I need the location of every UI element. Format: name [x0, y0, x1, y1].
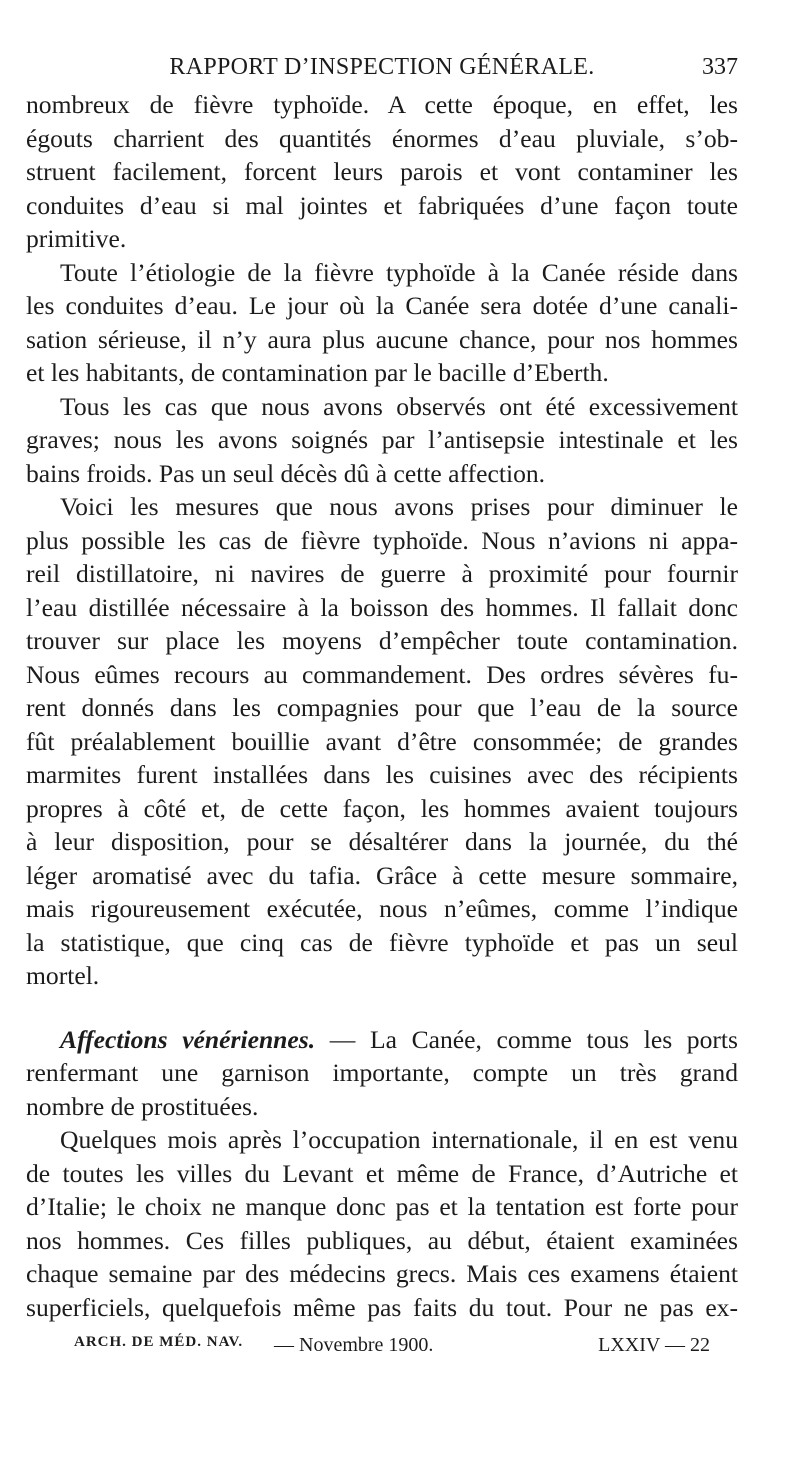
text-line: Tous les cas que nous avons observés ont été excessivement: [60, 391, 738, 421]
text-line: d’Italie; le choix ne manque donc pas et la tentation est forte pour: [26, 1192, 738, 1221]
text-line: rent donnés dans les compagnies pour que l’eau de la source: [26, 693, 738, 722]
text-line: la statistique, que cinq cas de fièvre typhoïde et pas un seul: [26, 927, 738, 957]
text-line: les conduites d’eau. Le jour où la Canée sera dotée d’une canali-: [26, 291, 738, 320]
text-line: conduites d’eau si mal jointes et fabriquées d’une façon toute: [26, 190, 738, 220]
text-line: nos hommes. Ces filles publiques, au début, étaient examinées: [26, 1225, 738, 1255]
text-line: plus possible les cas de fièvre typhoïde. Nous n’avions ni appa-: [26, 525, 738, 555]
section-gap: [26, 993, 738, 1023]
text-line: Toute l’étiologie de la fièvre typhoïde à la Canée réside dans: [60, 257, 738, 287]
text-line: trouver sur place les moyens d’empêcher toute contamination.: [26, 626, 738, 655]
page-number: 337: [702, 54, 738, 80]
text-line: l’eau distillée nécessaire à la boisson des hommes. Il fallait donc: [26, 592, 738, 622]
text-line: struent facilement, forcent leurs parois et vont contaminer les: [26, 157, 738, 186]
text-line: Nous eûmes recours au commandement. Des ordres sévères fu-: [26, 659, 738, 689]
text-line: superficiels, quelquefois même pas faits du tout. Pour ne pas ex-: [26, 1292, 738, 1322]
text-line: mortel.: [26, 961, 100, 990]
text-line: fût préalablement bouillie avant d’être consommée; de grandes: [26, 726, 738, 756]
page-header: [26, 54, 738, 88]
text-line: graves; nous les avons soignés par l’antisepsie intestinale et les: [26, 425, 738, 454]
text-line: reil distillatoire, ni navires de guerre à proximité pour fournir: [26, 559, 738, 588]
text-line: léger aromatisé avec du tafia. Grâce à cette mesure sommaire,: [26, 860, 738, 890]
text-line: à leur disposition, pour se désaltérer dans la journée, du thé: [26, 827, 738, 856]
text-line: marmites furent installées dans les cuisines avec des récipients: [26, 760, 738, 789]
text-line: de toutes les villes du Levant et même de France, d’Autriche et: [26, 1158, 738, 1188]
issue-date: — Novembre 1900.: [274, 1334, 434, 1356]
text-line: primitive.: [26, 224, 127, 253]
body-text: [26, 88, 738, 1324]
page-footer: [74, 1334, 710, 1364]
section-first-line: [26, 1023, 738, 1057]
text-line: nombreux de fièvre typhoïde. A cette époque, en effet, les: [26, 90, 738, 119]
text-line: propres à côté et, de cette façon, les hommes avaient toujours: [26, 793, 738, 823]
text-line: bains froids. Pas un seul décès dû à cette affection.: [26, 458, 546, 488]
text-line: renfermant une garnison importante, compte un très grand: [26, 1058, 738, 1087]
text-line: égouts charrient des quantités énormes d’eau pluviale, s’ob-: [26, 123, 738, 153]
text-line: Voici les mesures que nous avons prises pour diminuer le: [60, 492, 738, 521]
text-line: nombre de prostituées.: [26, 1091, 259, 1121]
sheet-signature: LXXIV — 22: [598, 1334, 710, 1356]
text-line: mais rigoureusement exécutée, nous n’eûmes, comme l’indique: [26, 894, 738, 923]
running-title: RAPPORT D’INSPECTION GÉNÉRALE.: [169, 54, 595, 80]
journal-signature: ARCH. DE MÉD. NAV.: [74, 1334, 244, 1350]
section-heading: Affections vénériennes.: [60, 1024, 316, 1054]
text-line: Quelques mois après l’occupation internationale, il en est venu: [60, 1125, 738, 1154]
section-heading-rest: — La Canée, comme tous les ports: [315, 1024, 738, 1054]
text-line: et les habitants, de contamination par le bacille d’Eberth.: [26, 358, 609, 387]
text-line: sation sérieuse, il n’y aura plus aucune chance, pour nos hommes: [26, 324, 738, 354]
text-line: chaque semaine par des médecins grecs. Mais ces examens étaient: [26, 1259, 738, 1288]
